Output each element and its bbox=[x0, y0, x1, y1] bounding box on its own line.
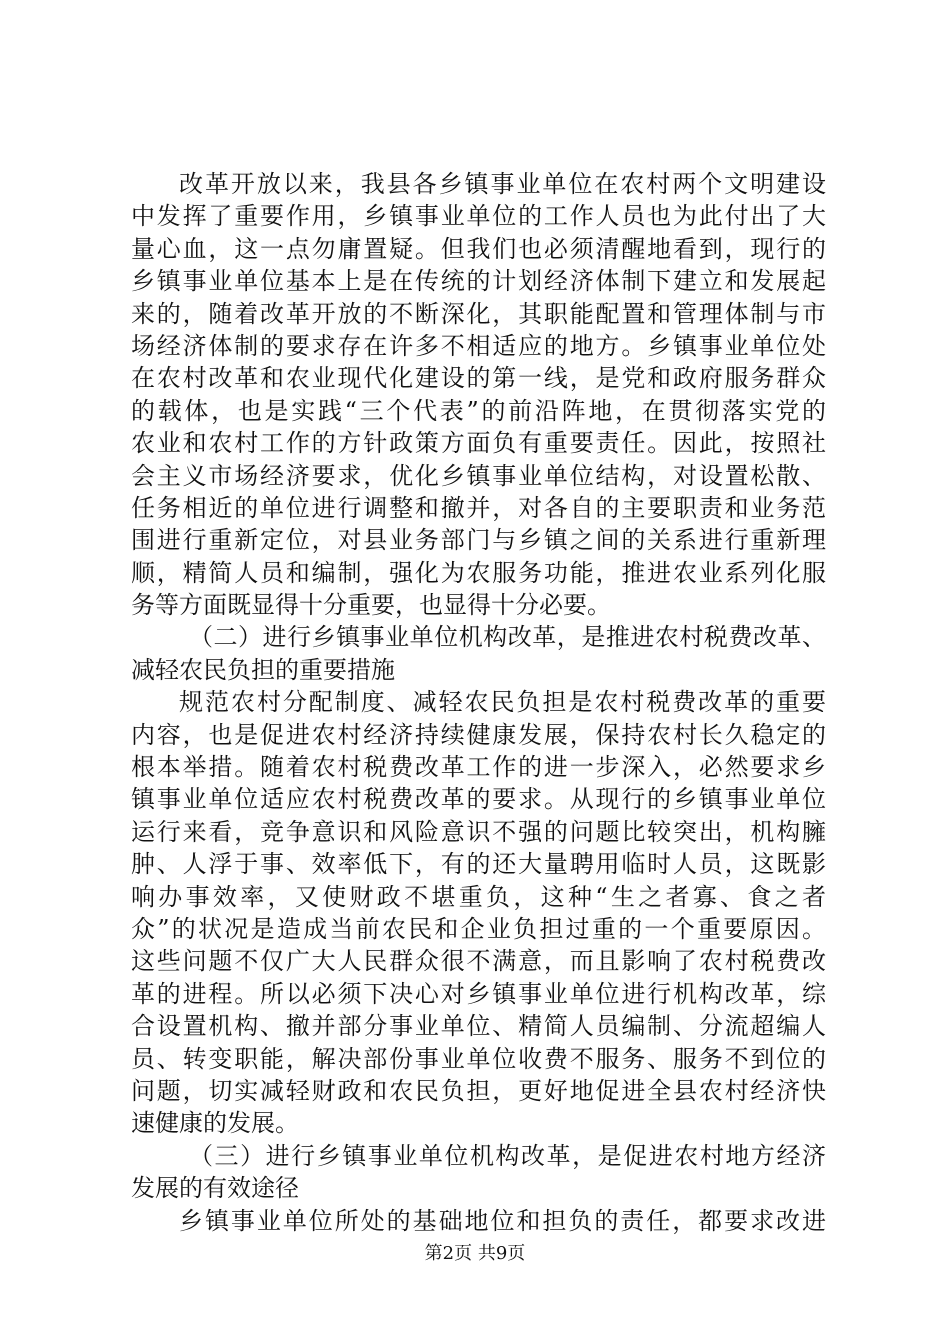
paragraph-line: 响办事效率，又使财政不堪重负，这种“生之者寡、食之者 bbox=[131, 882, 826, 911]
paragraph-line: 根本举措。随着农村税费改革工作的进一步深入，必然要求乡 bbox=[131, 753, 826, 782]
paragraph-line: 务等方面既显得十分重要，也显得十分必要。 bbox=[131, 591, 611, 620]
section-heading-line: （三）进行乡镇事业单位机构改革，是促进农村地方经济 bbox=[189, 1141, 826, 1170]
paragraph-line: 运行来看，竞争意识和风险意识不强的问题比较突出，机构臃 bbox=[131, 817, 826, 846]
paragraph-line: 众”的状况是造成当前农民和企业负担过重的一个重要原因。 bbox=[131, 914, 826, 943]
paragraph-line: 这些问题不仅广大人民群众很不满意，而且影响了农村税费改 bbox=[131, 947, 826, 976]
section-heading-line: （二）进行乡镇事业单位机构改革，是推进农村税费改革、 bbox=[189, 623, 826, 652]
paragraph-line: 围进行重新定位，对县业务部门与乡镇之间的关系进行重新理 bbox=[131, 526, 826, 555]
paragraph-line: 乡镇事业单位所处的基础地位和担负的责任，都要求改进 bbox=[179, 1206, 826, 1235]
paragraph-line: 合设置机构、撤并部分事业单位、精简人员编制、分流超编人 bbox=[131, 1012, 826, 1041]
paragraph-line: 速健康的发展。 bbox=[131, 1109, 299, 1138]
page-number-footer: 第2页 共9页 bbox=[424, 1243, 526, 1264]
paragraph-line: 农业和农村工作的方针政策方面负有重要责任。因此，按照社 bbox=[131, 429, 826, 458]
paragraph-line: 任务相近的单位进行调整和撤并，对各自的主要职责和业务范 bbox=[131, 493, 826, 522]
paragraph-line: 顺，精简人员和编制，强化为农服务功能，推进农业系列化服 bbox=[131, 558, 826, 587]
paragraph-line: 内容，也是促进农村经济持续健康发展，保持农村长久稳定的 bbox=[131, 720, 826, 749]
paragraph-line: 乡镇事业单位基本上是在传统的计划经济体制下建立和发展起 bbox=[131, 267, 826, 296]
paragraph-line: 的载体，也是实践“三个代表”的前沿阵地，在贯彻落实党的 bbox=[131, 396, 826, 425]
paragraph-line: 镇事业单位适应农村税费改革的要求。从现行的乡镇事业单位 bbox=[131, 785, 826, 814]
paragraph-line: 中发挥了重要作用，乡镇事业单位的工作人员也为此付出了大 bbox=[131, 202, 826, 231]
section-heading-line: 发展的有效途径 bbox=[131, 1174, 299, 1203]
paragraph-line: 量心血，这一点勿庸置疑。但我们也必须清醒地看到，现行的 bbox=[131, 234, 826, 263]
document-body bbox=[131, 168, 826, 1237]
paragraph-line: 在农村改革和农业现代化建设的第一线，是党和政府服务群众 bbox=[131, 364, 826, 393]
paragraph-line: 改革开放以来，我县各乡镇事业单位在农村两个文明建设 bbox=[179, 170, 826, 198]
paragraph-line: 革的进程。所以必须下决心对乡镇事业单位进行机构改革，综 bbox=[131, 979, 826, 1008]
paragraph-line: 规范农村分配制度、减轻农民负担是农村税费改革的重要 bbox=[179, 688, 826, 717]
section-heading-line: 减轻农民负担的重要措施 bbox=[131, 655, 395, 684]
paragraph-line: 会主义市场经济要求，优化乡镇事业单位结构，对设置松散、 bbox=[131, 461, 826, 490]
paragraph-line: 来的，随着改革开放的不断深化，其职能配置和管理体制与市 bbox=[131, 299, 826, 328]
paragraph-line: 员、转变职能，解决部份事业单位收费不服务、服务不到位的 bbox=[131, 1044, 826, 1073]
paragraph-line: 肿、人浮于事、效率低下，有的还大量聘用临时人员，这既影 bbox=[131, 850, 826, 879]
paragraph-line: 问题，切实减轻财政和农民负担，更好地促进全县农村经济快 bbox=[131, 1076, 826, 1105]
paragraph-line: 场经济体制的要求存在许多不相适应的地方。乡镇事业单位处 bbox=[131, 331, 826, 360]
